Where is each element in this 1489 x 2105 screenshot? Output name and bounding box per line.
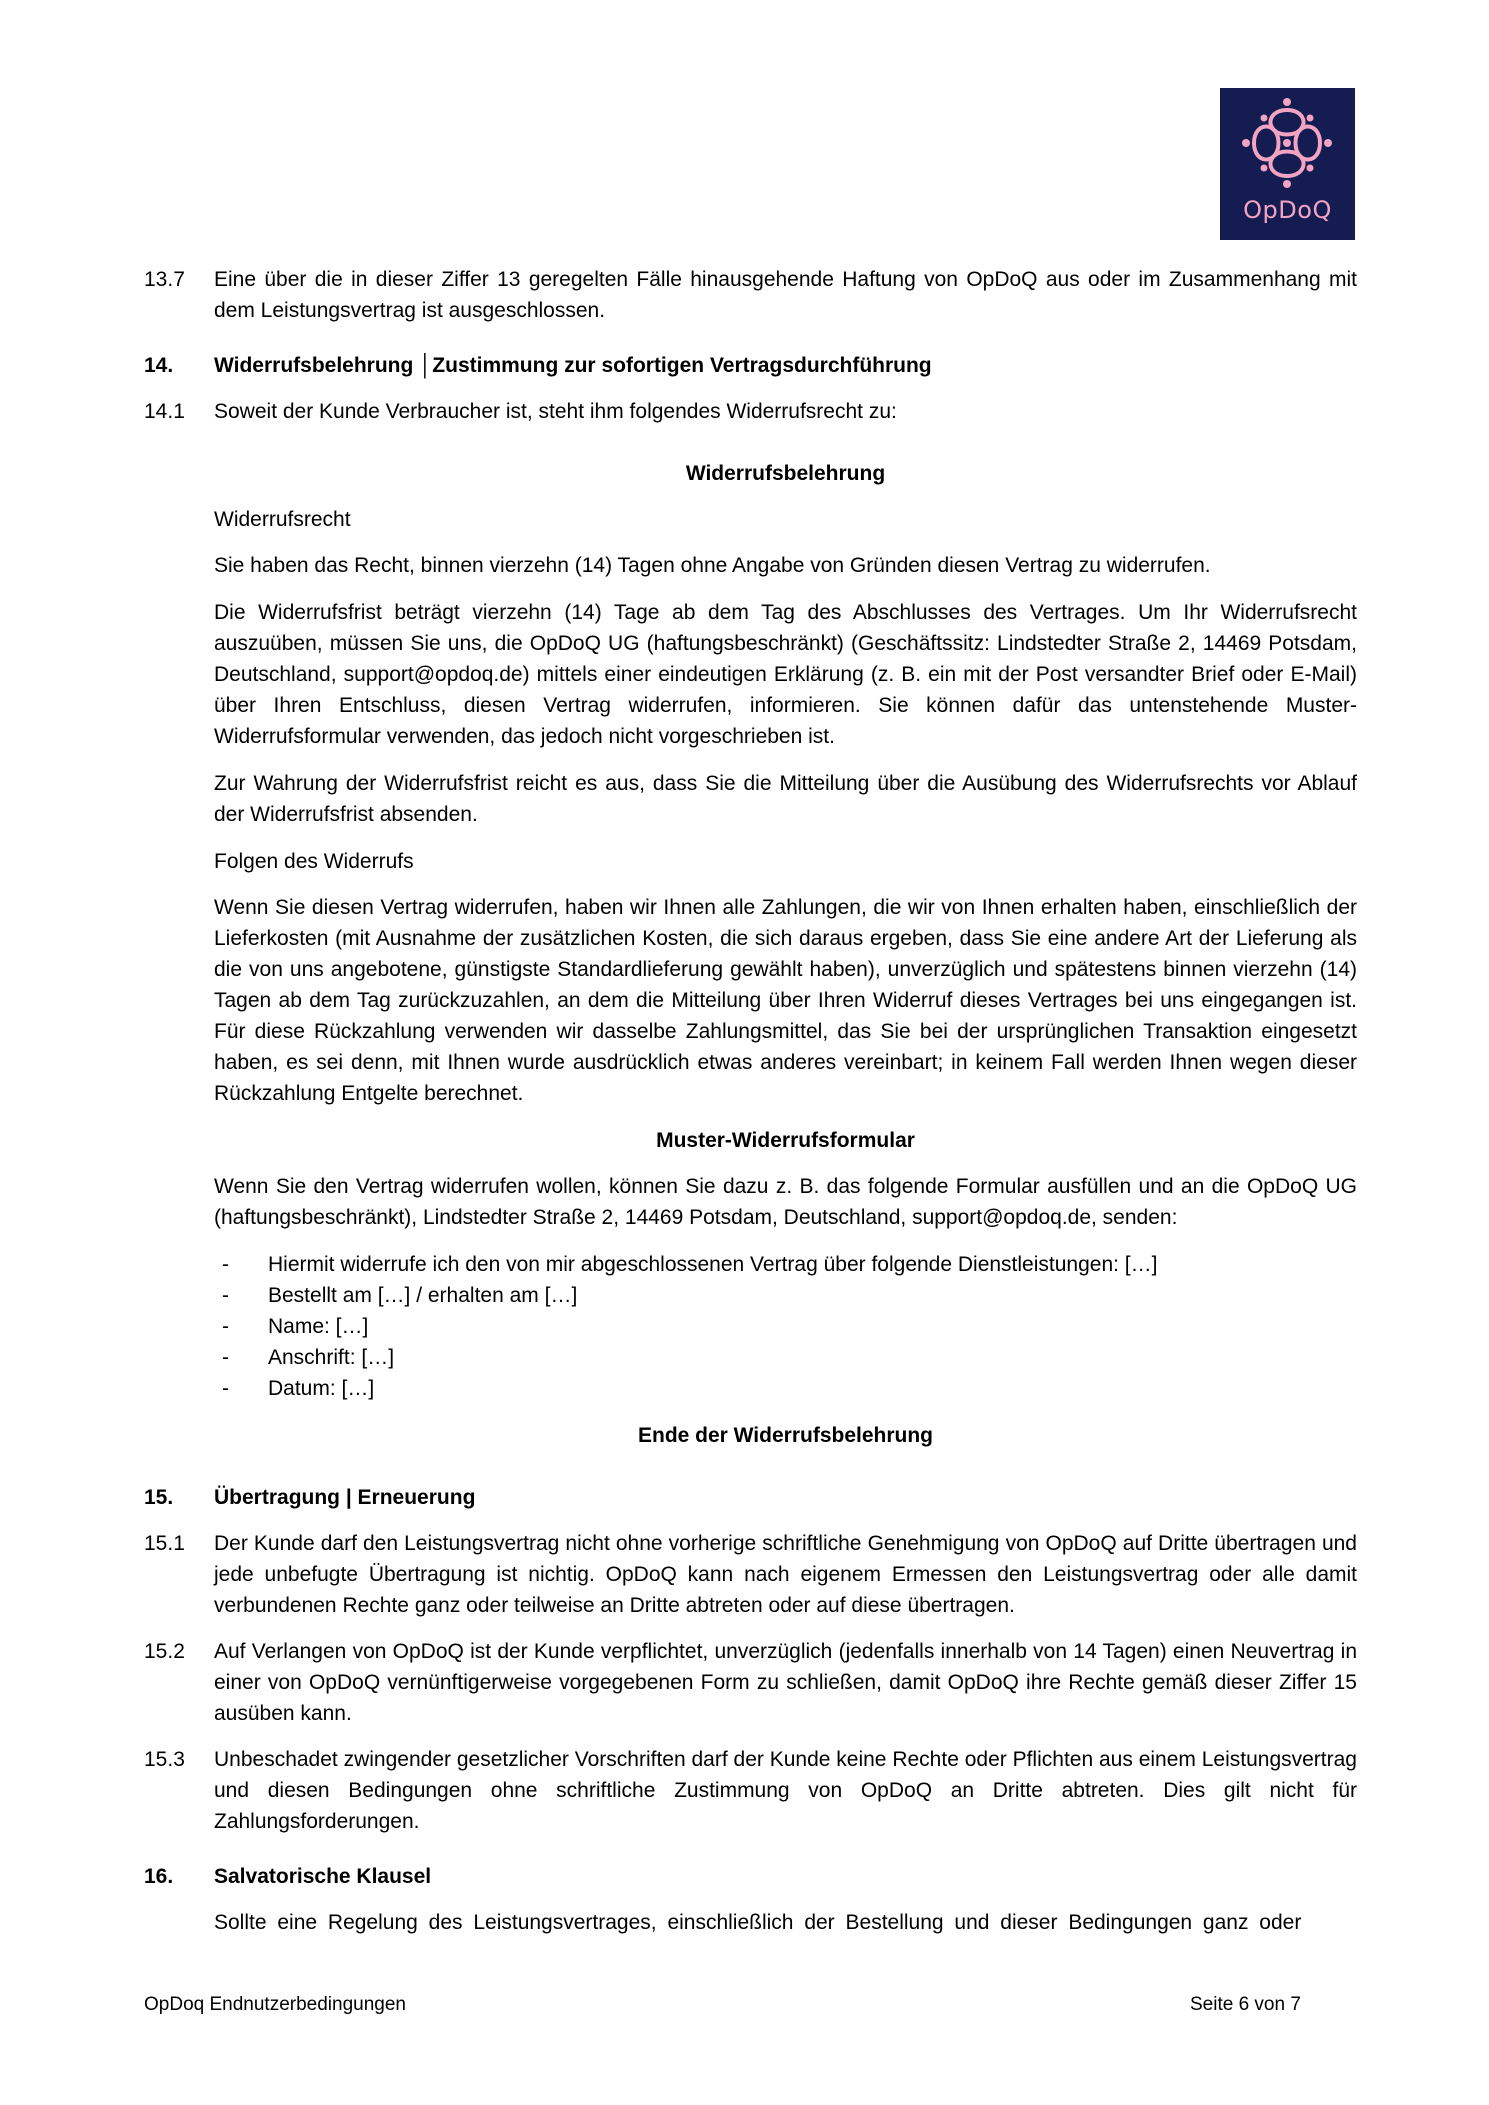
section-number: 16. <box>144 1865 174 1888</box>
bullet-dash: - <box>222 1377 229 1400</box>
clause-number: 13.7 <box>144 268 185 291</box>
list-item-text: Datum: […] <box>268 1377 375 1400</box>
list-item-text: Hiermit widerrufe ich den von mir abgeschlossenen Vertrag über folgende Dienstleistungen: […] <box>268 1253 1158 1276</box>
section-title: Übertragung | Erneuerung <box>214 1486 476 1509</box>
clause-text: Eine über die in dieser Ziffer 13 geregelten Fälle hinausgehende Haftung von OpDoQ aus oder im Zusammenhang mit dem Leistungsvertrag ist ausgeschlossen. <box>214 268 1357 322</box>
section-number: 15. <box>144 1486 174 1509</box>
section-14-heading <box>144 350 1357 381</box>
bullet-dash: - <box>222 1284 229 1307</box>
list-item-text: Anschrift: […] <box>268 1346 395 1369</box>
opdoq-logo <box>1220 88 1355 240</box>
clause-text: Unbeschadet zwingender gesetzlicher Vorschriften darf der Kunde keine Rechte oder Pflichten aus einem Leistungsvertrag und diesen Bedingungen ohne schriftliche Zustimmung von OpDoQ an Dritte abtreten. Dies gilt nicht für Zahlungsforderungen. <box>214 1748 1357 1833</box>
section-15-heading <box>144 1482 1357 1513</box>
muster-formular-heading: Muster-Widerrufsformular <box>656 1129 915 1152</box>
footer-page-number: Seite 6 von 7 <box>1190 1994 1301 2015</box>
clause-text: Soweit der Kunde Verbraucher ist, steht ihm folgendes Widerrufsrecht zu: <box>214 400 897 423</box>
widerruf-end: Ende der Widerrufsbelehrung <box>637 1424 933 1447</box>
section-title: Widerrufsbelehrung │Zustimmung zur sofortigen Vertragsdurchführung <box>214 354 932 377</box>
section-16-heading <box>144 1861 1357 1892</box>
muster-formular-intro: Wenn Sie den Vertrag widerrufen wollen, können Sie dazu z. B. das folgende Formular ausfüllen und an die OpDoQ UG (haftungsbeschränkt), Lindstedter Straße 2, 14469 Potsdam, Deutschland, support@opdoq.de, senden: <box>214 1175 1357 1229</box>
clause-number: 14.1 <box>144 400 185 423</box>
clause-text: Der Kunde darf den Leistungsvertrag nicht ohne vorherige schriftliche Genehmigung von OpDoQ auf Dritte übertragen und jede unbefugte Übertragung ist nichtig. OpDoQ kann nach eigenem Ermessen den Leistungsvertrag oder alle damit verbundenen Rechte ganz oder teilweise an Dritte abtreten oder auf diese übertragen. <box>214 1532 1357 1617</box>
logo-wordmark: OpDoQ <box>1243 196 1332 224</box>
bullet-dash: - <box>222 1315 229 1338</box>
logo-emblem-icon <box>1220 88 1355 198</box>
list-item-text: Name: […] <box>268 1315 369 1338</box>
widerrufsrecht-subheading: Widerrufsrecht <box>214 508 351 531</box>
footer-document-title: OpDoq Endnutzerbedingungen <box>144 1994 406 2015</box>
list-item-text: Bestellt am […] / erhalten am […] <box>268 1284 578 1307</box>
clause-number: 15.2 <box>144 1640 185 1663</box>
clause-15-3 <box>144 1744 1357 1837</box>
widerruf-heading: Widerrufsbelehrung <box>685 462 886 485</box>
widerruf-paragraph-4: Wenn Sie diesen Vertrag widerrufen, haben wir Ihnen alle Zahlungen, die wir von Ihnen erhalten haben, einschließlich der Lieferkosten (mit Ausnahme der zusätzlichen Kosten, die sich daraus ergeben, dass Sie eine andere Art der Lieferung als die von uns angebotene, günstigste Standardlieferung gewählt haben), unverzüglich und spätestens binnen vierzehn (14) Tagen ab dem Tag zurückzuzahlen, an dem die Mitteilung über Ihren Widerruf dieses Vertrages bei uns eingegangen ist. Für diese Rückzahlung verwenden wir dasselbe Zahlungsmittel, das Sie bei der ursprünglichen Transaktion eingesetzt haben, es sei denn, mit Ihnen wurde ausdrücklich etwas anderes vereinbart; in keinem Fall werden Ihnen wegen dieser Rückzahlung Entgelte berechnet. <box>214 896 1357 1105</box>
clause-number: 15.1 <box>144 1532 185 1555</box>
folgen-subheading: Folgen des Widerrufs <box>214 850 414 873</box>
clause-text: Auf Verlangen von OpDoQ ist der Kunde verpflichtet, unverzüglich (jedenfalls innerhalb von 14 Tagen) einen Neuvertrag in einer von OpDoQ vernünftigerweise vorgegebenen Form zu schließen, damit OpDoQ ihre Rechte gemäß dieser Ziffer 15 ausüben kann. <box>214 1640 1357 1725</box>
widerruf-paragraph-2: Die Widerrufsfrist beträgt vierzehn (14) Tage ab dem Tag des Abschlusses des Vertrages. Um Ihr Widerrufsrecht auszuüben, müssen Sie uns, die OpDoQ UG (haftungsbeschränkt) (Geschäftssitz: Lindstedter Straße 2, 14469 Potsdam, Deutschland, support@opdoq.de) mittels einer eindeutigen Erklärung (z. B. ein mit der Post versandter Brief oder E-Mail) über Ihren Entschluss, diesen Vertrag widerrufen, informieren. Sie können dafür das untenstehende Muster-Widerrufsformular verwenden, das jedoch nicht vorgeschrieben ist. <box>214 601 1357 748</box>
section-number: 14. <box>144 354 174 377</box>
widerruf-paragraph-3: Zur Wahrung der Widerrufsfrist reicht es aus, dass Sie die Mitteilung über die Ausübung des Widerrufsrechts vor Ablauf der Widerrufsfrist absenden. <box>214 772 1357 826</box>
clause-15-1 <box>144 1528 1357 1621</box>
clause-number: 15.3 <box>144 1748 185 1771</box>
clause-15-2 <box>144 1636 1357 1729</box>
bullet-dash: - <box>222 1346 229 1369</box>
clause-14-1 <box>144 396 1357 427</box>
section-title: Salvatorische Klausel <box>214 1865 432 1888</box>
clause-13-7 <box>144 264 1357 326</box>
section-16-text: Sollte eine Regelung des Leistungsvertrages, einschließlich der Bestellung und dieser Bedingungen ganz oder <box>214 1911 1302 1934</box>
bullet-dash: - <box>222 1253 229 1276</box>
widerruf-paragraph-1: Sie haben das Recht, binnen vierzehn (14) Tagen ohne Angabe von Gründen diesen Vertrag zu widerrufen. <box>214 554 1211 577</box>
